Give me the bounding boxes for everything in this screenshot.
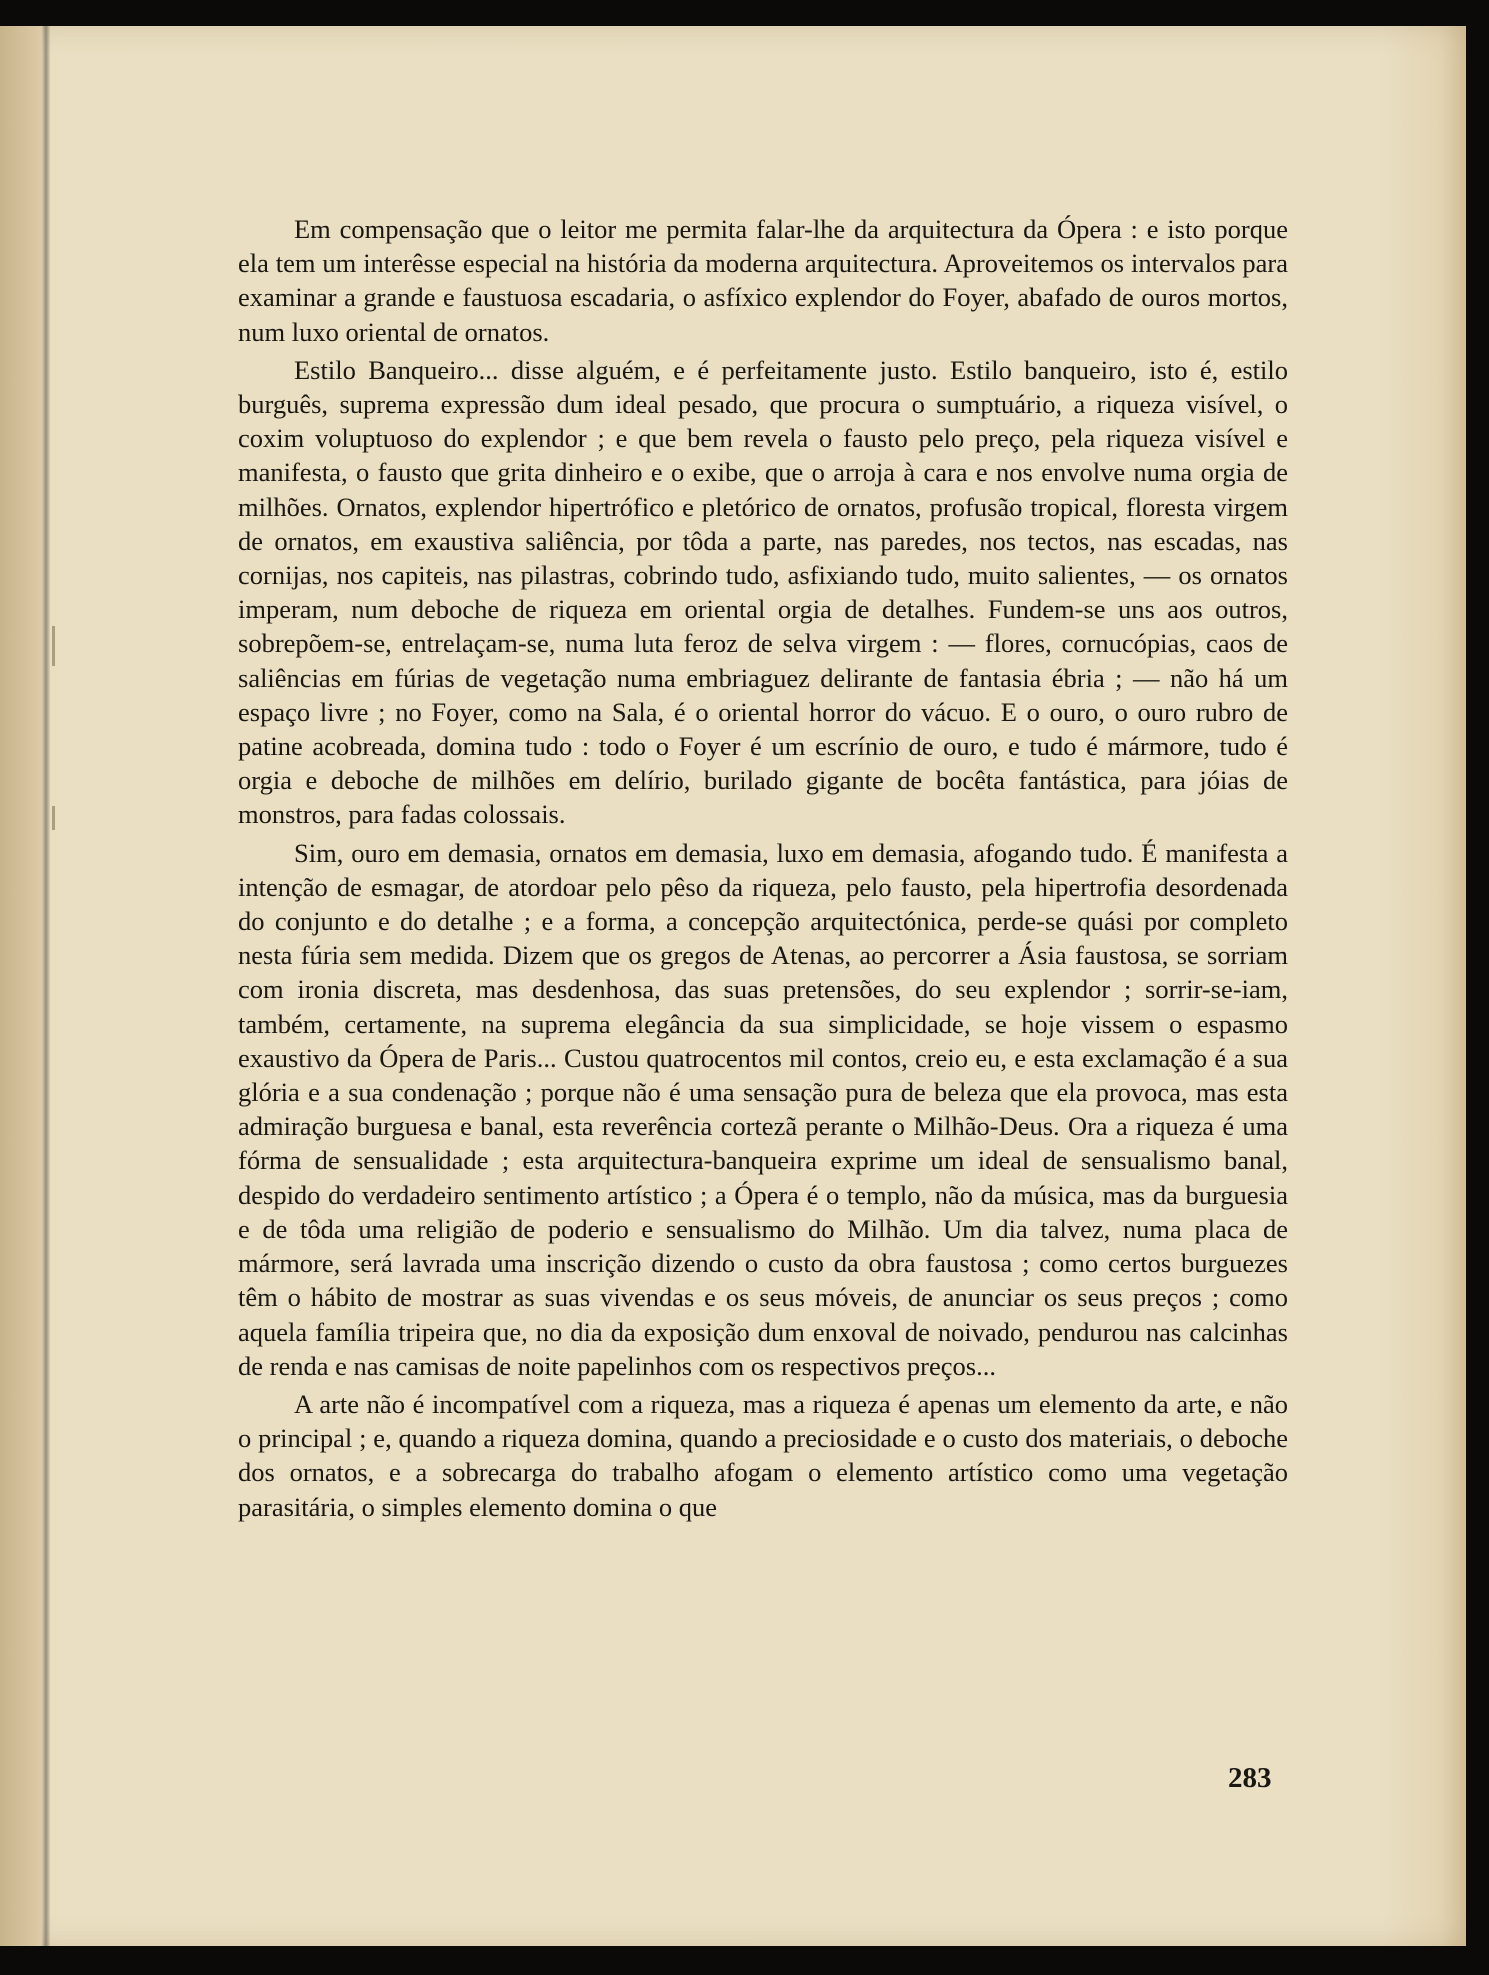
book-page bbox=[0, 26, 1466, 1946]
body-text bbox=[238, 212, 1288, 1524]
paragraph-1: Em compensação que o leitor me permita falar-lhe da arquitectura da Ópera : e isto porque ela tem um interêsse especial na história da moderna arquitectura. Aproveitemos os intervalos para examinar a grande e faustuosa escadaria, o asfíxico explendor do Foyer, abafado de ouros mortos, num luxo oriental de ornatos. bbox=[238, 214, 1288, 347]
page-number: 283 bbox=[1228, 1762, 1272, 1794]
paragraph-4: A arte não é incompatível com a riqueza, mas a riqueza é apenas um elemento da arte, e não o principal ; e, quando a riqueza domina, quando a preciosidade e o custo dos materiais, o deboche dos ornatos, e a sobrecarga do trabalho afogam o elemento artístico como uma vegetação parasitária, o simples elemento domina o que bbox=[238, 1388, 1288, 1522]
page-fold-shadow bbox=[42, 26, 50, 1946]
margin-mark bbox=[52, 626, 55, 666]
margin-mark bbox=[52, 806, 55, 830]
paragraph-3: Sim, ouro em demasia, ornatos em demasia, luxo em demasia, afogando tudo. É manifesta a intenção de esmagar, de atordoar pelo pêso da riqueza, pelo fausto, pela hipertrofia desordenada do conjunto e do detalhe ; e a forma, a concepção arquitectónica, perde-se quási por completo nesta fúria sem medida. Dizem que os gregos de Atenas, ao percorrer a Ásia faustosa, se sorriam com ironia discreta, mas desdenhosa, das suas pretensões, do seu explendor ; sorrir-se-iam, também, certamente, na suprema elegância da sua simplicidade, se hoje vissem o espasmo exaustivo da Ópera de Paris... Custou quatrocentos mil contos, creio eu, e esta exclamação é a sua glória e a sua condenação ; porque não é uma sensação pura de beleza que ela provoca, mas esta admiração burguesa e banal, esta reverência cortezã perante o Milhão-Deus. Ora a riqueza é uma fórma de sensualidade ; esta arquitectura-banqueira exprime um ideal de sensualismo banal, despido do verdadeiro sentimento artístico ; a Ópera é o templo, não da música, mas da burguesia e de tôda uma religião de poderio e sensualismo do Milhão. Um dia talvez, numa placa de mármore, será lavrada uma inscrição dizendo o custo da obra faustosa ; como certos burguezes têm o hábito de mostrar as suas vivendas e os seus móveis, de anunciar os seus preços ; como aquela família tripeira que, no dia da exposição dum enxoval de noivado, pendurou nas calcinhas de renda e nas camisas de noite papelinhos com os respectivos preços... bbox=[238, 837, 1288, 1381]
binding-edge bbox=[0, 26, 42, 1946]
paragraph-2: Estilo Banqueiro... disse alguém, e é perfeitamente justo. Estilo banqueiro, isto é, estilo burguês, suprema expressão dum ideal pesado, que procura o sumptuário, a riqueza visível, o coxim voluptuoso do explendor ; e que bem revela o fausto pelo preço, pela riqueza visível e manifesta, o fausto que grita dinheiro e o exibe, que o arroja à cara e nos envolve numa orgia de milhões. Ornatos, explendor hipertrófico e pletórico de ornatos, profusão tropical, floresta virgem de ornatos, em exaustiva saliência, por tôda a parte, nas paredes, nos tectos, nas escadas, nas cornijas, nos capiteis, nas pilastras, cobrindo tudo, asfixiando tudo, muito salientes, — os ornatos imperam, num deboche de riqueza em oriental orgia de detalhes. Fundem-se uns aos outros, sobrepõem-se, entrelaçam-se, numa luta feroz de selva virgem : — flores, cornucópias, caos de saliências em fúrias de vegetação numa embriaguez delirante de fantasia ébria ; — não há um espaço livre ; no Foyer, como na Sala, é o oriental horror do vácuo. E o ouro, o ouro rubro de patine acobreada, domina tudo : todo o Foyer é um escrínio de ouro, e tudo é mármore, tudo é orgia e deboche de milhões em delírio, burilado gigante de bocêta fantástica, para jóias de monstros, para fadas colossais. bbox=[238, 354, 1288, 830]
